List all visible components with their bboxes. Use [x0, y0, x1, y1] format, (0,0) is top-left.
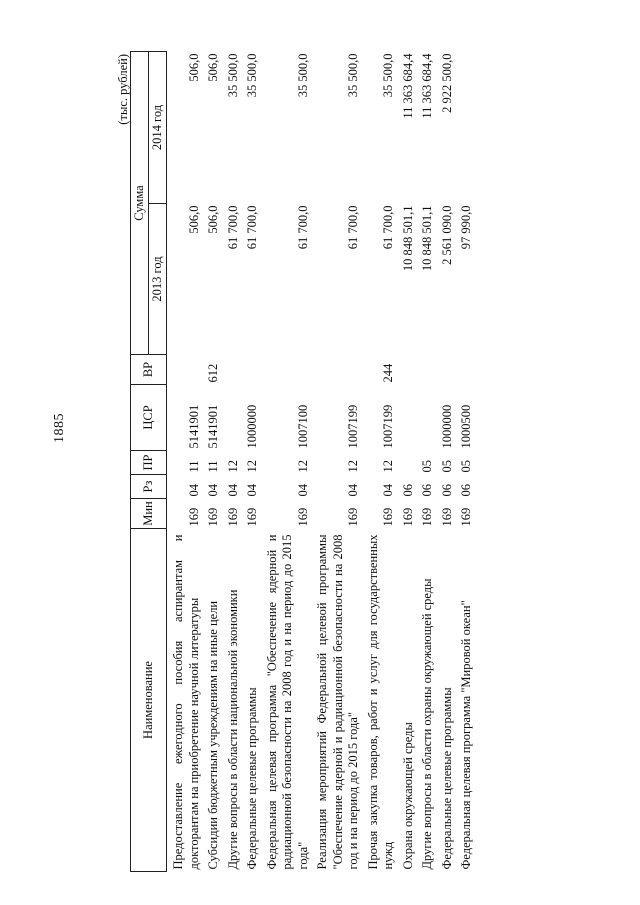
row-2014: 11 363 684,4: [420, 53, 434, 119]
row-2013: 2 561 090,0: [439, 205, 454, 265]
table-row: [436, 52, 456, 872]
header-2013: 2013 год: [149, 204, 167, 355]
row-rz: 06: [439, 484, 454, 497]
row-min: 169: [295, 507, 310, 527]
row-name: Субсидии бюджетным учреждениям на иные цели: [206, 600, 220, 870]
row-vr: [261, 355, 312, 385]
row-rz: 04: [295, 484, 310, 497]
row-2014: 506,0: [186, 53, 201, 82]
row-csr: 1000000: [245, 404, 259, 449]
row-pr: 12: [381, 460, 395, 473]
row-vr: [241, 355, 261, 385]
header-vr: ВР: [131, 355, 167, 385]
row-csr: 5141901: [206, 404, 220, 449]
row-vr: [167, 355, 203, 385]
row-2014: 35 500,0: [295, 53, 310, 98]
row-vr: [436, 355, 456, 385]
row-vr: 244: [381, 363, 395, 383]
row-rz: 06: [420, 484, 434, 497]
row-2013: 506,0: [206, 205, 220, 234]
table-row: [455, 52, 475, 872]
table-row: [167, 52, 203, 872]
row-pr: 11: [206, 460, 220, 473]
row-2013: 97 990,0: [459, 205, 473, 250]
row-rz: 06: [459, 484, 473, 497]
row-csr: 1000500: [459, 404, 473, 449]
row-2013: 61 700,0: [381, 205, 395, 250]
row-pr: 05: [459, 460, 473, 473]
row-min: 169: [186, 507, 201, 527]
row-rz: 04: [225, 484, 240, 497]
row-name: Охрана окружающей среды: [400, 722, 415, 870]
header-name: Наименование: [131, 529, 167, 872]
row-csr: [416, 385, 436, 451]
header-csr: ЦСР: [131, 385, 167, 451]
table-row: [397, 52, 417, 872]
row-2014: 35 500,0: [381, 53, 395, 98]
row-2014: 35 500,0: [245, 53, 259, 98]
table-row: [241, 52, 261, 872]
row-csr: 5141901: [186, 404, 201, 449]
row-pr: 05: [439, 460, 454, 473]
row-csr: [222, 385, 242, 451]
rotated-page-content: [116, 52, 636, 872]
row-rz: 04: [381, 484, 395, 497]
row-vr: [455, 355, 475, 385]
row-pr: 05: [420, 460, 434, 473]
row-2013: 506,0: [186, 205, 201, 234]
row-name: Предоставление ежегодного пособия аспирантам и докторантам на приобретение научной литературы: [171, 534, 201, 870]
row-min: 169: [381, 507, 395, 527]
row-2014: [455, 52, 475, 204]
row-pr: 12: [225, 460, 240, 473]
row-min: 169: [206, 507, 220, 527]
units-note: (тыс. рублей): [116, 54, 130, 125]
header-rz: Рз: [131, 475, 167, 499]
row-name: Другие вопросы в области национальной экономики: [225, 589, 240, 870]
row-min: 169: [225, 507, 240, 527]
row-2013: 61 700,0: [225, 205, 240, 250]
row-2014: 35 500,0: [346, 53, 360, 98]
row-min: 169: [459, 507, 473, 527]
table-row: [222, 52, 242, 872]
row-min: 169: [439, 507, 454, 527]
row-vr: [397, 355, 417, 385]
row-2013: 10 848 501,1: [420, 205, 434, 272]
row-rz: 06: [400, 484, 415, 497]
row-vr: [222, 355, 242, 385]
row-csr: 1007199: [346, 404, 360, 449]
row-rz: 04: [245, 484, 259, 497]
row-vr: [311, 355, 362, 385]
row-2013: 10 848 501,1: [400, 205, 415, 272]
header-sum: Сумма: [131, 52, 149, 355]
header-min: Мин: [131, 499, 167, 529]
table-row: [416, 52, 436, 872]
table-row: [311, 52, 362, 872]
header-pr: ПР: [131, 451, 167, 475]
row-pr: 12: [295, 460, 310, 473]
page-number: 1885: [52, 413, 67, 443]
row-2013: 61 700,0: [346, 205, 360, 250]
row-2014: 11 363 684,4: [400, 53, 415, 119]
row-pr: 12: [245, 460, 259, 473]
row-csr: [397, 385, 417, 451]
row-pr: 12: [346, 460, 360, 473]
row-vr: [416, 355, 436, 385]
row-name: Федеральные целевые программы: [245, 687, 259, 870]
row-2013: 61 700,0: [295, 205, 310, 250]
row-rz: 04: [186, 484, 201, 497]
row-name: Федеральные целевые программы: [439, 687, 454, 870]
row-min: 169: [245, 507, 259, 527]
row-vr: 612: [206, 363, 220, 383]
header-2014: 2014 год: [149, 52, 167, 204]
row-csr: 1000000: [439, 404, 454, 449]
row-name: Федеральная целевая программа "Обеспечение ядерной и радиационной безопасности на 2008 год и на период до 2015 года": [264, 534, 310, 870]
budget-table: [130, 51, 475, 872]
table-row: [261, 52, 312, 872]
table-body: [167, 52, 475, 872]
row-name: Другие вопросы в области охраны окружающей среды: [420, 578, 434, 870]
row-2014: 35 500,0: [225, 53, 240, 98]
row-rz: 04: [206, 484, 220, 497]
table-row: [362, 52, 397, 872]
row-2013: 61 700,0: [245, 205, 259, 250]
row-csr: 1007100: [295, 404, 310, 449]
row-name: Федеральная целевая программа "Мировой океан": [459, 600, 473, 870]
row-name: Реализация мероприятий Федеральной целевой программы "Обеспечение ядерной и радиационной безопасности на 2008 год и на период до 2015 года": [315, 534, 360, 870]
row-pr: 11: [186, 460, 201, 473]
row-min: 169: [420, 507, 434, 527]
row-pr: [397, 451, 417, 475]
row-2014: 2 922 500,0: [439, 53, 454, 113]
row-name: Прочая закупка товаров, работ и услуг для государственных нужд: [365, 534, 395, 870]
table-row: [202, 52, 222, 872]
row-2014: 506,0: [206, 53, 220, 82]
row-min: 169: [400, 507, 415, 527]
row-rz: 04: [346, 484, 360, 497]
row-min: 169: [346, 507, 360, 527]
row-csr: 1007199: [381, 404, 395, 449]
